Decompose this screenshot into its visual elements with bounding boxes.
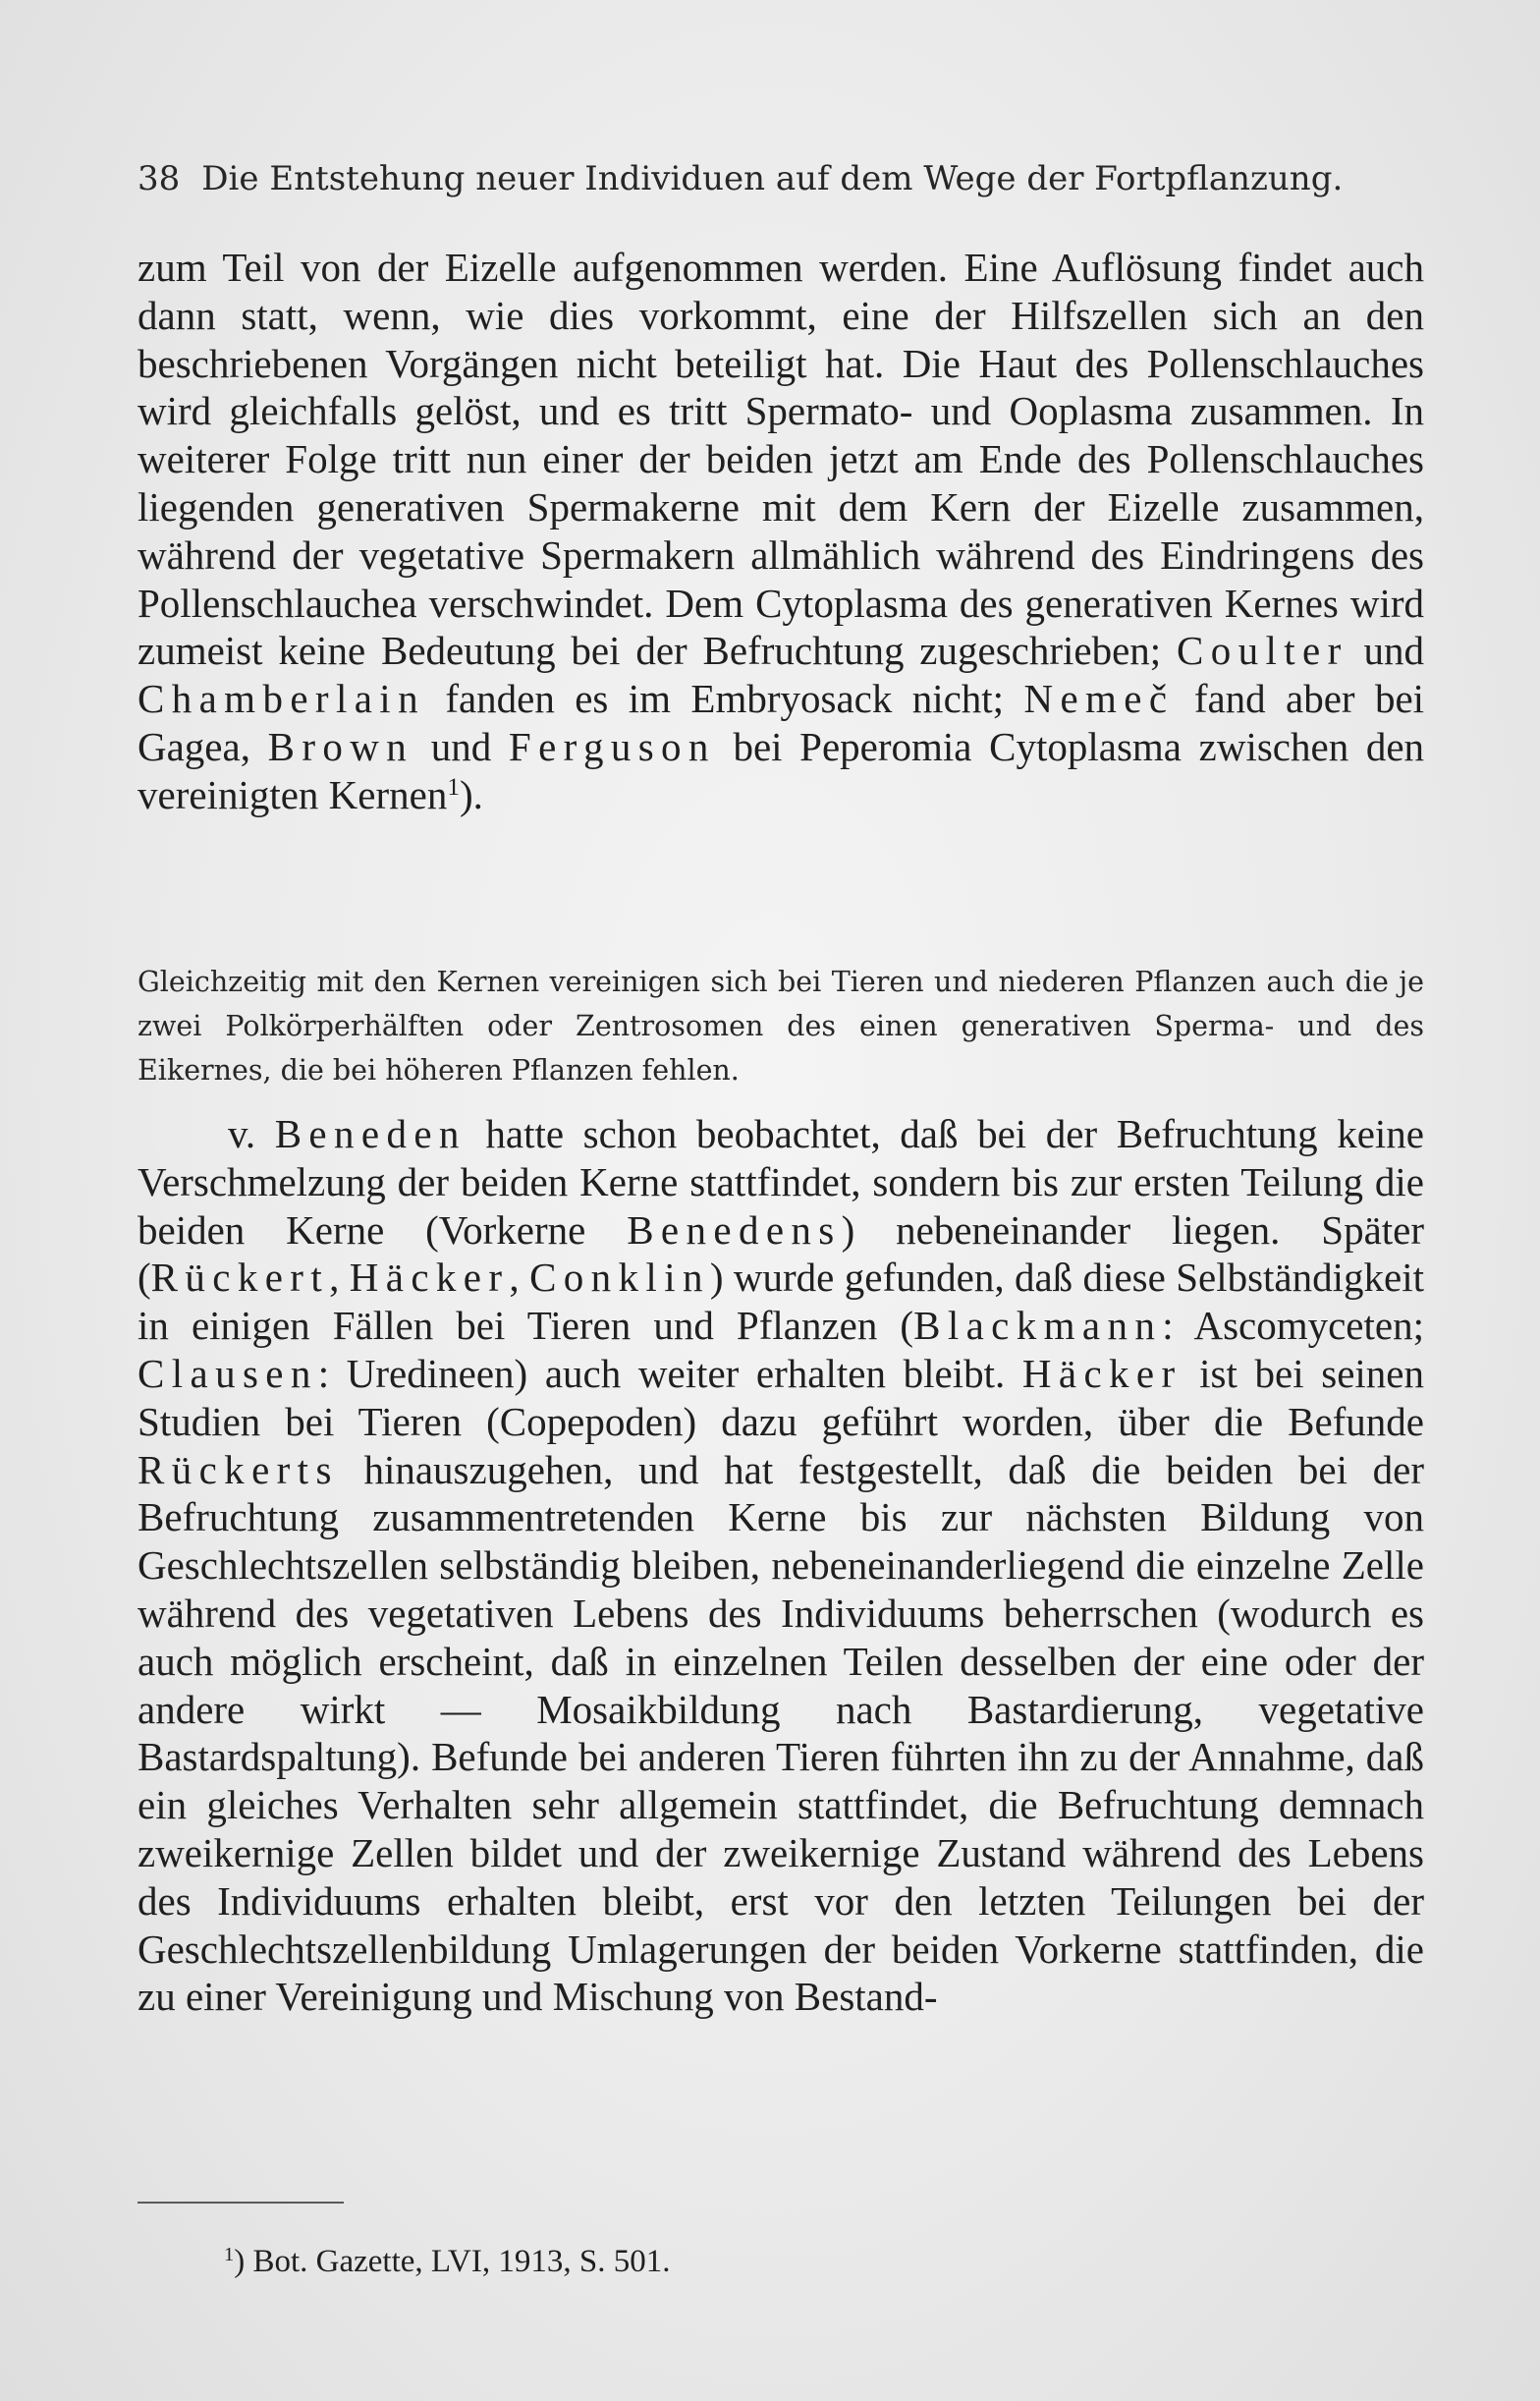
paragraph-1-text: bei Peperomia Cytoplasma zwischen den vereinigten Kernen	[138, 723, 1425, 817]
paragraph-3-text: ) wurde gefunden, daß diese Selbständigkeit in einigen Fällen bei Tieren und Pflanzen (	[138, 1255, 1425, 1349]
author-name: Beneden	[274, 1111, 467, 1156]
paragraph-1-text: fanden es im Embryosack nicht;	[445, 676, 1005, 722]
small-print-paragraph: Gleichzeitig mit den Kernen vereinigen sich bei Tieren und niederen Pflanzen auch die je zwei Polkörperhälften oder Zentrosomen des einen generativen Sperma- und des Eikernes, die bei höheren Pflanzen fehlen.	[138, 966, 1424, 1087]
author-name: Blackmann	[913, 1303, 1163, 1349]
paragraph-3-text: ) nebeneinander liegen. Später (	[138, 1206, 1425, 1301]
author-name: Conklin	[529, 1255, 710, 1301]
author-name: Benedens	[627, 1206, 842, 1253]
author-name: Brown	[267, 723, 414, 769]
author-name: Häcker	[1021, 1350, 1182, 1396]
author-name: Coulter	[1177, 628, 1348, 674]
author-name: Rückert	[150, 1255, 330, 1301]
author-name: Chamberlain	[138, 676, 425, 722]
footnote	[224, 2238, 1304, 2285]
author-name: Clausen	[138, 1350, 318, 1396]
paragraph-1-text: ).	[460, 771, 483, 817]
page-number: 38	[138, 159, 181, 198]
paragraph-3-text: hinauszugehen, und hat festgestellt, daß die beiden bei der Befruchtung zusammentretenden Kerne bis zur nächsten Bildung von Geschlechtszellen selbständig bleiben, nebeneinanderliegend die einzelne Zelle während des vegetativen Lebens des Individuums beherrschen (wodurch es auch möglich erscheint, daß in einzelnen Teilen desselben der eine oder der andere wirkt — Mosaikbildung nach Bastardierung, vegetative Bastardspaltung). Befunde bei anderen Tieren führten ihn zu der Annahme, daß ein gleiches Verhalten sehr allgemein stattfindet, die Befruchtung demnach zweikernige Zellen bildet und der zweikernige Zustand während des Lebens des Individuums erhalten bleibt, erst vor den letzten Teilungen bei der Geschlechtszellenbildung Umlagerungen der beiden Vorkerne stattfinden, die zu einer Vereinigung und Mischung von Bestand-	[138, 1446, 1425, 2020]
paragraph-3-text: ,	[329, 1255, 340, 1301]
author-name: Häcker	[349, 1255, 510, 1301]
author-name: Nemeč	[1023, 676, 1175, 722]
author-name: Rückerts	[138, 1446, 339, 1492]
paragraph-1-text: und	[1363, 628, 1425, 674]
running-title: Die Entstehung neuer Individuen auf dem Wege der Fortpflanzung.	[201, 159, 1344, 198]
paragraph-1	[138, 244, 1424, 819]
footnote-divider	[138, 2202, 344, 2204]
paragraph-3-text: : Ascomyceten;	[1162, 1303, 1424, 1349]
paragraph-3-text: ,	[509, 1255, 520, 1301]
paragraph-3-text: hatte schon beobachtet, daß bei der Befruchtung keine Verschmelzung der beiden Kerne stattfindet, sondern bis zur ersten Teilung die beiden Kerne (Vorkerne	[138, 1111, 1425, 1253]
paragraph-3-text: v.	[228, 1111, 256, 1156]
paragraph-3-text: ist bei seinen Studien bei Tieren (Copepoden) dazu geführt worden, über die Befunde	[138, 1350, 1425, 1444]
paragraph-1-text: zum Teil von der Eizelle aufgenommen werden. Eine Auflösung findet auch dann statt, wenn, wie dies vorkommt, eine der Hilfszellen sich an den beschriebenen Vorgängen nicht beteiligt hat. Die Haut des Pollenschlauches wird gleichfalls gelöst, und es tritt Spermato- und Ooplasma zusammen. In weiterer Folge tritt nun einer der beiden jetzt am Ende des Pollenschlauches liegenden generativen Spermakerne mit dem Kern der Eizelle zusammen, während der vegetative Spermakern allmählich während des Eindringens des Pollenschlauchea verschwindet. Dem Cytoplasma des generativen Kernes wird zumeist keine Bedeutung bei der Befruchtung zugeschrieben;	[138, 245, 1424, 674]
footnote-reference: 1	[447, 772, 461, 801]
footnote-text: ) Bot. Gazette, LVI, 1913, S. 501.	[234, 2244, 671, 2279]
footnote-marker: 1	[224, 2243, 235, 2265]
paragraph-1-text: fand aber bei Gagea,	[138, 676, 1425, 769]
paragraph-3-text: : Uredineen) auch weiter erhalten bleibt.	[317, 1350, 1006, 1396]
running-head	[138, 152, 1424, 205]
author-name: Ferguson	[508, 723, 716, 769]
paragraph-3	[138, 1110, 1424, 2021]
paragraph-1-text: und	[430, 723, 492, 769]
